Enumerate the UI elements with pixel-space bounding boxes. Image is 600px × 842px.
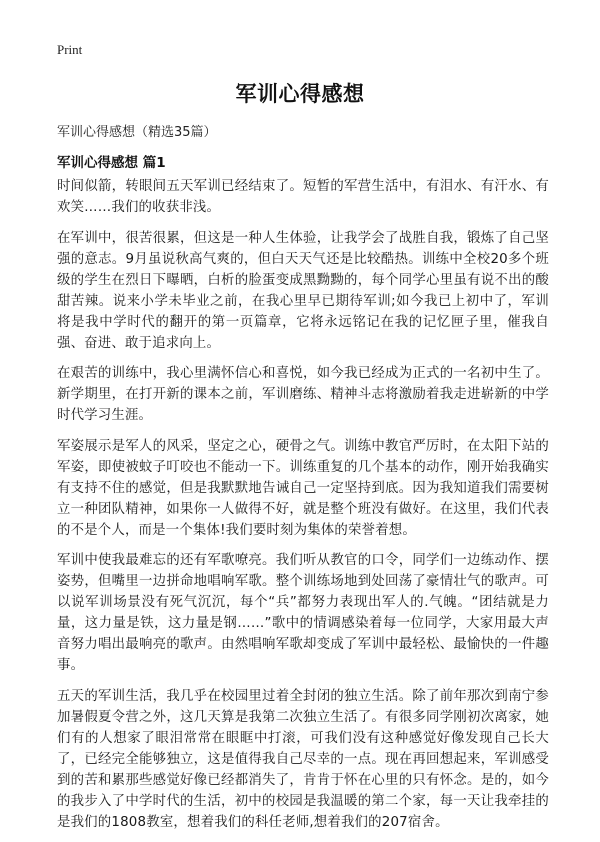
- paragraph: 在艰苦的训练中，我心里满怀信心和喜悦，如今我已经成为正式的一名初中生了。新学期里，在打开新的课本之前，军训磨练、精神斗志将激励着我走进崭新的中学时代学习生涯。: [57, 366, 549, 423]
- document-title: 军训心得感想: [235, 82, 365, 106]
- paragraph: 军训中使我最难忘的还有军歌嘹亮。我们听从教官的口令，同学们一边练动作、摆姿势，但嘴里一边拼命地唱响军歌。整个训练场地到处回荡了豪情壮气的歌声。可以说军训场景没有死气沉沉，每个“兵”都努力表现出军人的.气魄。“团结就是力量，这力量是铁，这力量是钢……”歌中的情调感染着每一位同学，大家用最大声音努力唱出最响亮的歌声。由然唱响军歌却变成了军训中最轻松、最愉快的一件趣事。: [57, 553, 549, 673]
- paragraph: 在军训中，很苦很累，但这是一种人生体验，让我学会了战胜自我，锻炼了自己坚强的意志。9月虽说秋高气爽的，但白天天气还是比较酷热。训练中全校20多个班级的学生在烈日下曝晒，白析的脸蛋变成黑黝黝的，每个同学心里虽有说不出的酸甜苦辣。说来小学未毕业之前，在我心里早已期待军训;如今我已上初中了，军训将是我中学时代的翻开的第一页篇章，它将永远铭记在我的记忆匣子里，催我自强、奋进、敢于追求向上。: [57, 230, 549, 351]
- paragraph: 时间似箭，转眼间五天军训已经结束了。短暂的军营生活中，有泪水、有汗水、有欢笑……我们的收获非浅。: [57, 179, 549, 215]
- document-subtitle: 军训心得感想（精选35篇）: [57, 125, 217, 140]
- paragraph: 五天的军训生活，我几乎在校园里过着全封闭的独立生活。除了前年那次到南宁参加暑假夏令营之外，这几天算是我第二次独立生活了。有很多同学刚初次离家，她们有的人想家了眼泪常常在眼眶中打滚，可我们没有这种感觉好像发现自己长大了，已经完全能够独立，这是值得我自己尽幸的一点。现在再回想起来，军训感受到的苦和累那些感觉好像已经都消失了，肯肯于怀在心里的只有怀念。是的，如今的我步入了中学时代的生活，初中的校园是我温暖的第二个家，每一天让我牵挂的是我们的1808教室，想着我们的科任老师,想着我们的207宿舍。: [57, 688, 549, 830]
- print-label[interactable]: Print: [57, 42, 83, 57]
- section-heading: 军训心得感想 篇1: [57, 155, 166, 171]
- article-body: [57, 176, 549, 842]
- paragraph: 军姿展示是军人的风采，坚定之心，硬骨之气。训练中教官严厉时，在太阳下站的军姿，即使被蚊子叮咬也不能动一下。训练重复的几个基本的动作，刚开始我确实有支持不住的感觉，但是我默默地告诫自己一定坚持到底。因为我知道我们需要树立一种团队精神，如果你一人做得不好，就是整个班没有做好。在这里，我们代表的不是个人，而是一个集体!我们要时刻为集体的荣誉着想。: [57, 438, 549, 538]
